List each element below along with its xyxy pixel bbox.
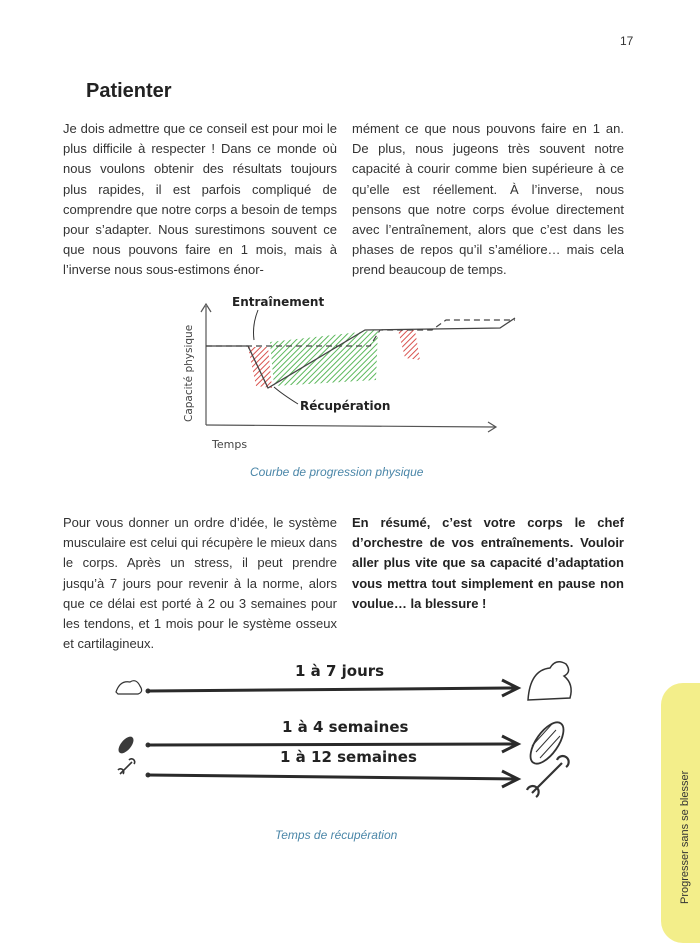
paragraph-col1: Je dois admettre que ce conseil est pour moi le plus difficile à respecter ! Dans ce monde où nous voulons obtenir des résultats toujours plus rapides, il est parfois compliqué de comprendre que notre corps a besoin de temps pour s’adapter. Nous surestimons souvent ce que nous pouvons faire en 1 mois, mais à l’inverse nous sous-estimons énor- — [63, 121, 337, 278]
timeline-row-muscle — [116, 662, 571, 700]
flexed-arm-small-icon — [116, 681, 142, 694]
training-label: Entraînement — [232, 295, 325, 309]
flexed-arm-icon — [528, 662, 571, 700]
tendon-small-icon — [116, 734, 137, 756]
chapter-side-tab-label: Progresser sans se blesser — [679, 770, 691, 904]
section-title: Patienter — [86, 80, 172, 102]
y-axis-label: Capacité physique — [183, 324, 195, 422]
recovery-pointer-icon — [274, 387, 298, 404]
recovery-timeline — [110, 650, 590, 825]
paragraph-col2: mément ce que nous pouvons faire en 1 an. De plus, nous jugeons très souvent notre capacité à courir comme bien supérieure à ce qu’elle est réellement. À l’inverse, nous pensons que notre corps évolue directement avec l’entraînement, alors que c’est dans les phases de repos qu’il s’améliore… mais cela prend beaucoup de temps. — [352, 121, 624, 278]
timeline-label-muscle: 1 à 7 jours — [295, 662, 385, 680]
x-axis — [206, 425, 495, 427]
training-pointer-icon — [254, 310, 259, 340]
summary-bold-paragraph: En résumé, c’est votre corps le chef d’orchestre de vos entraînements. Vouloir aller plus vite que sa capacité d’adaptation vous mettra tout simplement en pause non voulue… la blessure ! — [352, 515, 624, 611]
figure2-caption: Temps de récupération — [275, 828, 398, 842]
recovery-label: Récupération — [300, 399, 391, 413]
muscle-fiber-icon — [524, 717, 570, 769]
x-axis-label: Temps — [212, 438, 248, 451]
progression-chart — [170, 290, 530, 460]
bone-small-icon — [118, 759, 135, 774]
page-number: 17 — [620, 34, 634, 48]
fatigue-zone-2 — [398, 330, 420, 360]
timeline-label-tendon: 1 à 4 semaines — [282, 718, 409, 736]
timeline-label-bone: 1 à 12 semaines — [280, 748, 417, 766]
timeline-row-bone — [118, 748, 569, 797]
paragraph-col3: Pour vous donner un ordre d’idée, le système musculaire est celui qui récupère le mieux dans le corps. Après un stress, il peut prendre jusqu’à 7 jours pour revenir à la norme, alors que ce délai est porté à 2 ou 3 semaines pour les tendons, et 1 mois pour le système osseux et cartilagineux. — [63, 515, 337, 652]
figure1-caption: Courbe de progression physique — [250, 465, 424, 479]
